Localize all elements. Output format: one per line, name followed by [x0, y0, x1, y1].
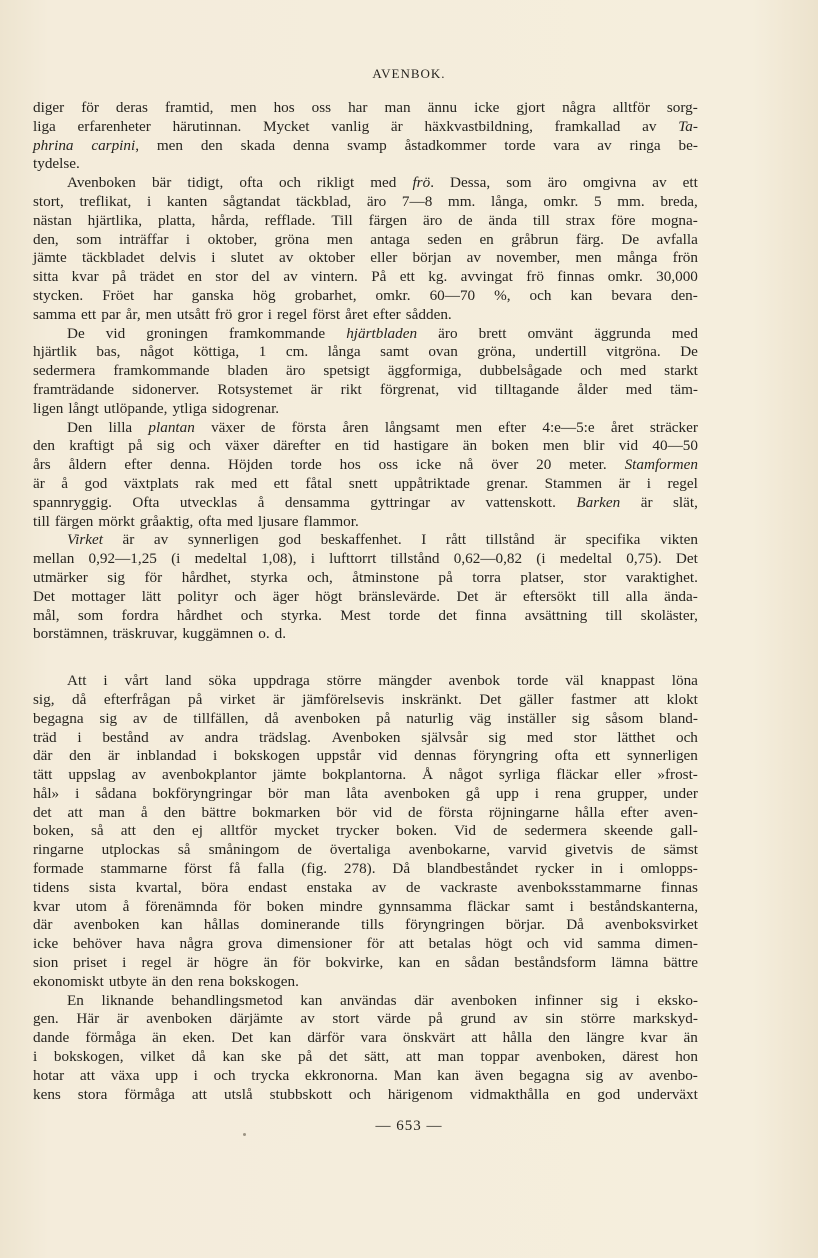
text-line: den, som inträffar i oktober, gröna men antaga seden en gråbrun färg. De avfalla [33, 230, 698, 248]
text-line: samma ett par år, men utsått frö gror i regel först året efter sådden. [33, 305, 452, 323]
paragraph [33, 419, 698, 532]
text-line: kvar utom å förenämnda för boken mindre gynnsamma fläckar samt i beståndskanterna, [33, 897, 698, 915]
text-line: icke behöver hava några grova dimensioner för att betalas högt och vid samma dimen- [33, 935, 698, 953]
text-line: framträdande sidonerver. Rotsystemet är rikt förgrenat, vid tilltagande ålder med täm- [33, 380, 698, 398]
paragraph [33, 174, 698, 324]
text-line: tidens sista kvartal, böra endast enstaka av de vackraste avenboksstammarne finnas [33, 878, 698, 896]
text-line: sig, då efterfrågan på virket är jämförelsevis inskränkt. Det gäller fastmer att klokt [33, 690, 698, 708]
text-line: ringarne utplockas så småningom de övertaliga avenbokarne, varvid givetvis de sämst [33, 841, 698, 859]
text-line: mellan 0,92—1,25 (i medeltal 1,08), i lufttorrt tillstånd 0,62—0,82 (i medeltal 0,75). Det [33, 550, 698, 568]
text-line: utmärker sig för hårdhet, styrka och, åtminstone på torra platser, stor varaktighet. [33, 568, 698, 586]
text-line: dande förmåga än eken. Det kan därför vara önskvärt att hålla den längre kvar än [33, 1029, 698, 1047]
text-line: En liknande behandlingsmetod kan användas där avenboken infinner sig i eksko- [67, 991, 698, 1009]
text-line: jämte täckbladet delvis i slutet av oktober eller början av november, men många frön [33, 249, 698, 267]
text-line: phrina carpini, men den skada denna svamp åstadkommer torde vara av ringa be- [33, 136, 698, 154]
text-line: Den lilla plantan växer de första åren långsamt men efter 4:e—5:e året sträcker [67, 418, 698, 436]
text-line: sion priset i regel är högre än för bokvirke, kan en sådan beståndsform lämna bättre [33, 954, 698, 972]
text-line: boken, så att den ej alltför mycket trycker boken. Vid de sedermera skeende gall- [33, 822, 698, 840]
text-line: diger för deras framtid, men hos oss har man ännu icke gjort några alltför sorg- [33, 99, 698, 116]
paragraph [33, 992, 698, 1105]
text-line: hål» i sådana bokföryngringar bör man låta avenboken gå upp i rena grupper, under [33, 784, 698, 802]
text-line: det att man å den bättre bokmarken bör vid de första röjningarne hålla efter aven- [33, 803, 698, 821]
paragraph [33, 325, 698, 419]
text-line: sitta kvar på trädet en stor del av vintern. På ett kg. avvingat frö finnas omkr. 30,000 [33, 268, 698, 286]
text-line: sedermera framkommande bladen äro spetsigt äggformiga, dubbelsågade och med starkt [33, 362, 698, 380]
text-line: stycken. Fröet har ganska hög grobarhet, omkr. 60—70 %, och kan bevara den- [33, 286, 698, 304]
text-line: formade stammarne först få falla (fig. 278). Då blandbeståndet rycker in i omlopps- [33, 860, 698, 878]
text-line: Avenboken bär tidigt, ofta och rikligt med frö. Dessa, som äro omgivna av ett [67, 174, 698, 192]
text-line: gen. Här är avenboken därjämte av stort värde på grund av sin större markskyd- [33, 1010, 698, 1028]
text-line: ekonomiskt utbyte än den rena bokskogen. [33, 972, 299, 990]
running-head: AVENBOK. [372, 66, 446, 81]
page-number: — 653 — [375, 1118, 443, 1134]
text-line: nästan hjärtlika, platta, hårda, refflade. Till färgen äro de ända till strax före mogna- [33, 211, 698, 229]
text-line: års åldern efter denna. Höjden torde hos oss icke nå över 20 meter. Stamformen [33, 456, 698, 474]
text-line: begagna sig av de tillfällen, då avenboken på naturlig väg inställer sig såsom bland- [33, 709, 698, 727]
text-line: hjärtlik bas, något köttiga, 1 cm. långa samt ovan gröna, undertill vitgröna. De [33, 343, 698, 361]
text-line: ligen långt utlöpande, ytliga sidogrenar. [33, 399, 280, 417]
text-line: tydelse. [33, 155, 80, 173]
text-line: kens stora förmåga att utslå stubbskott och härigenom vidmakthålla en god underväxt [33, 1085, 698, 1103]
body-text [33, 99, 698, 1104]
text-line: till färgen mörkt gråaktig, ofta med ljusare flammor. [33, 512, 359, 530]
text-line: där avenboken kan hållas dominerande tills föryngringen börjar. Då avenboksvirket [33, 916, 698, 934]
text-line: spannryggig. Ofta utvecklas å densamma gyttringar av vattenskott. Barken är slät, [33, 493, 698, 511]
text-line: träd i bestånd av andra trädslag. Avenboken självsår sig med stor lätthet och [33, 728, 698, 746]
text-line: stort, treflikat, i kanten sågtandat täckblad, äro 7—8 mm. långa, omkr. 5 mm. breda, [33, 192, 698, 210]
text-line: mål, som fordra hårdhet och styrka. Mest torde det finna avsättning till skoläster, [33, 606, 698, 624]
text-line: Virket är av synnerligen god beskaffenhet. I rått tillstånd är specifika vikten [67, 531, 698, 549]
text-line: hotar att växa upp i och trycka ekkronorna. Man kan även begagna sig av avenbo- [33, 1066, 698, 1084]
text-line: där den är inblandad i bokskogen uppstår vid dennas föryngring ofta ett synnerligen [33, 747, 698, 765]
text-line: Att i vårt land söka uppdraga större mängder avenbok torde väl knappast löna [67, 672, 698, 690]
text-line: De vid groningen framkommande hjärtbladen äro brett omvänt äggrunda med [67, 324, 698, 342]
text-line: är å god växtplats rak med ett fåtal snett uppåtriktade grenar. Stammen är i regel [33, 474, 698, 492]
text-line: tätt uppslag av avenbokplantor jämte bokplantorna. Å något syrliga fläckar eller »frost- [33, 766, 698, 784]
text-line: liga erfarenheter härutinnan. Mycket vanlig är häxkvastbildning, framkallad av Ta- [33, 117, 698, 135]
paragraph [33, 531, 698, 644]
text-line: i bokskogen, vilket då kan ske på det sätt, att man toppar avenboken, därest hon [33, 1048, 698, 1066]
paper-speck [243, 1133, 246, 1136]
text-line: den kraftigt på sig och växer därefter en tid hastigare än boken men blir vid 40—50 [33, 437, 698, 455]
paragraph [33, 99, 698, 174]
text-line: Det mottager lätt polityr och äger högt bränslevärde. Det är eftersökt till alla ända- [33, 587, 698, 605]
text-line: borstämnen, träskruvar, kuggämnen o. d. [33, 625, 287, 643]
paragraph [33, 672, 698, 992]
section-gap [33, 644, 698, 672]
